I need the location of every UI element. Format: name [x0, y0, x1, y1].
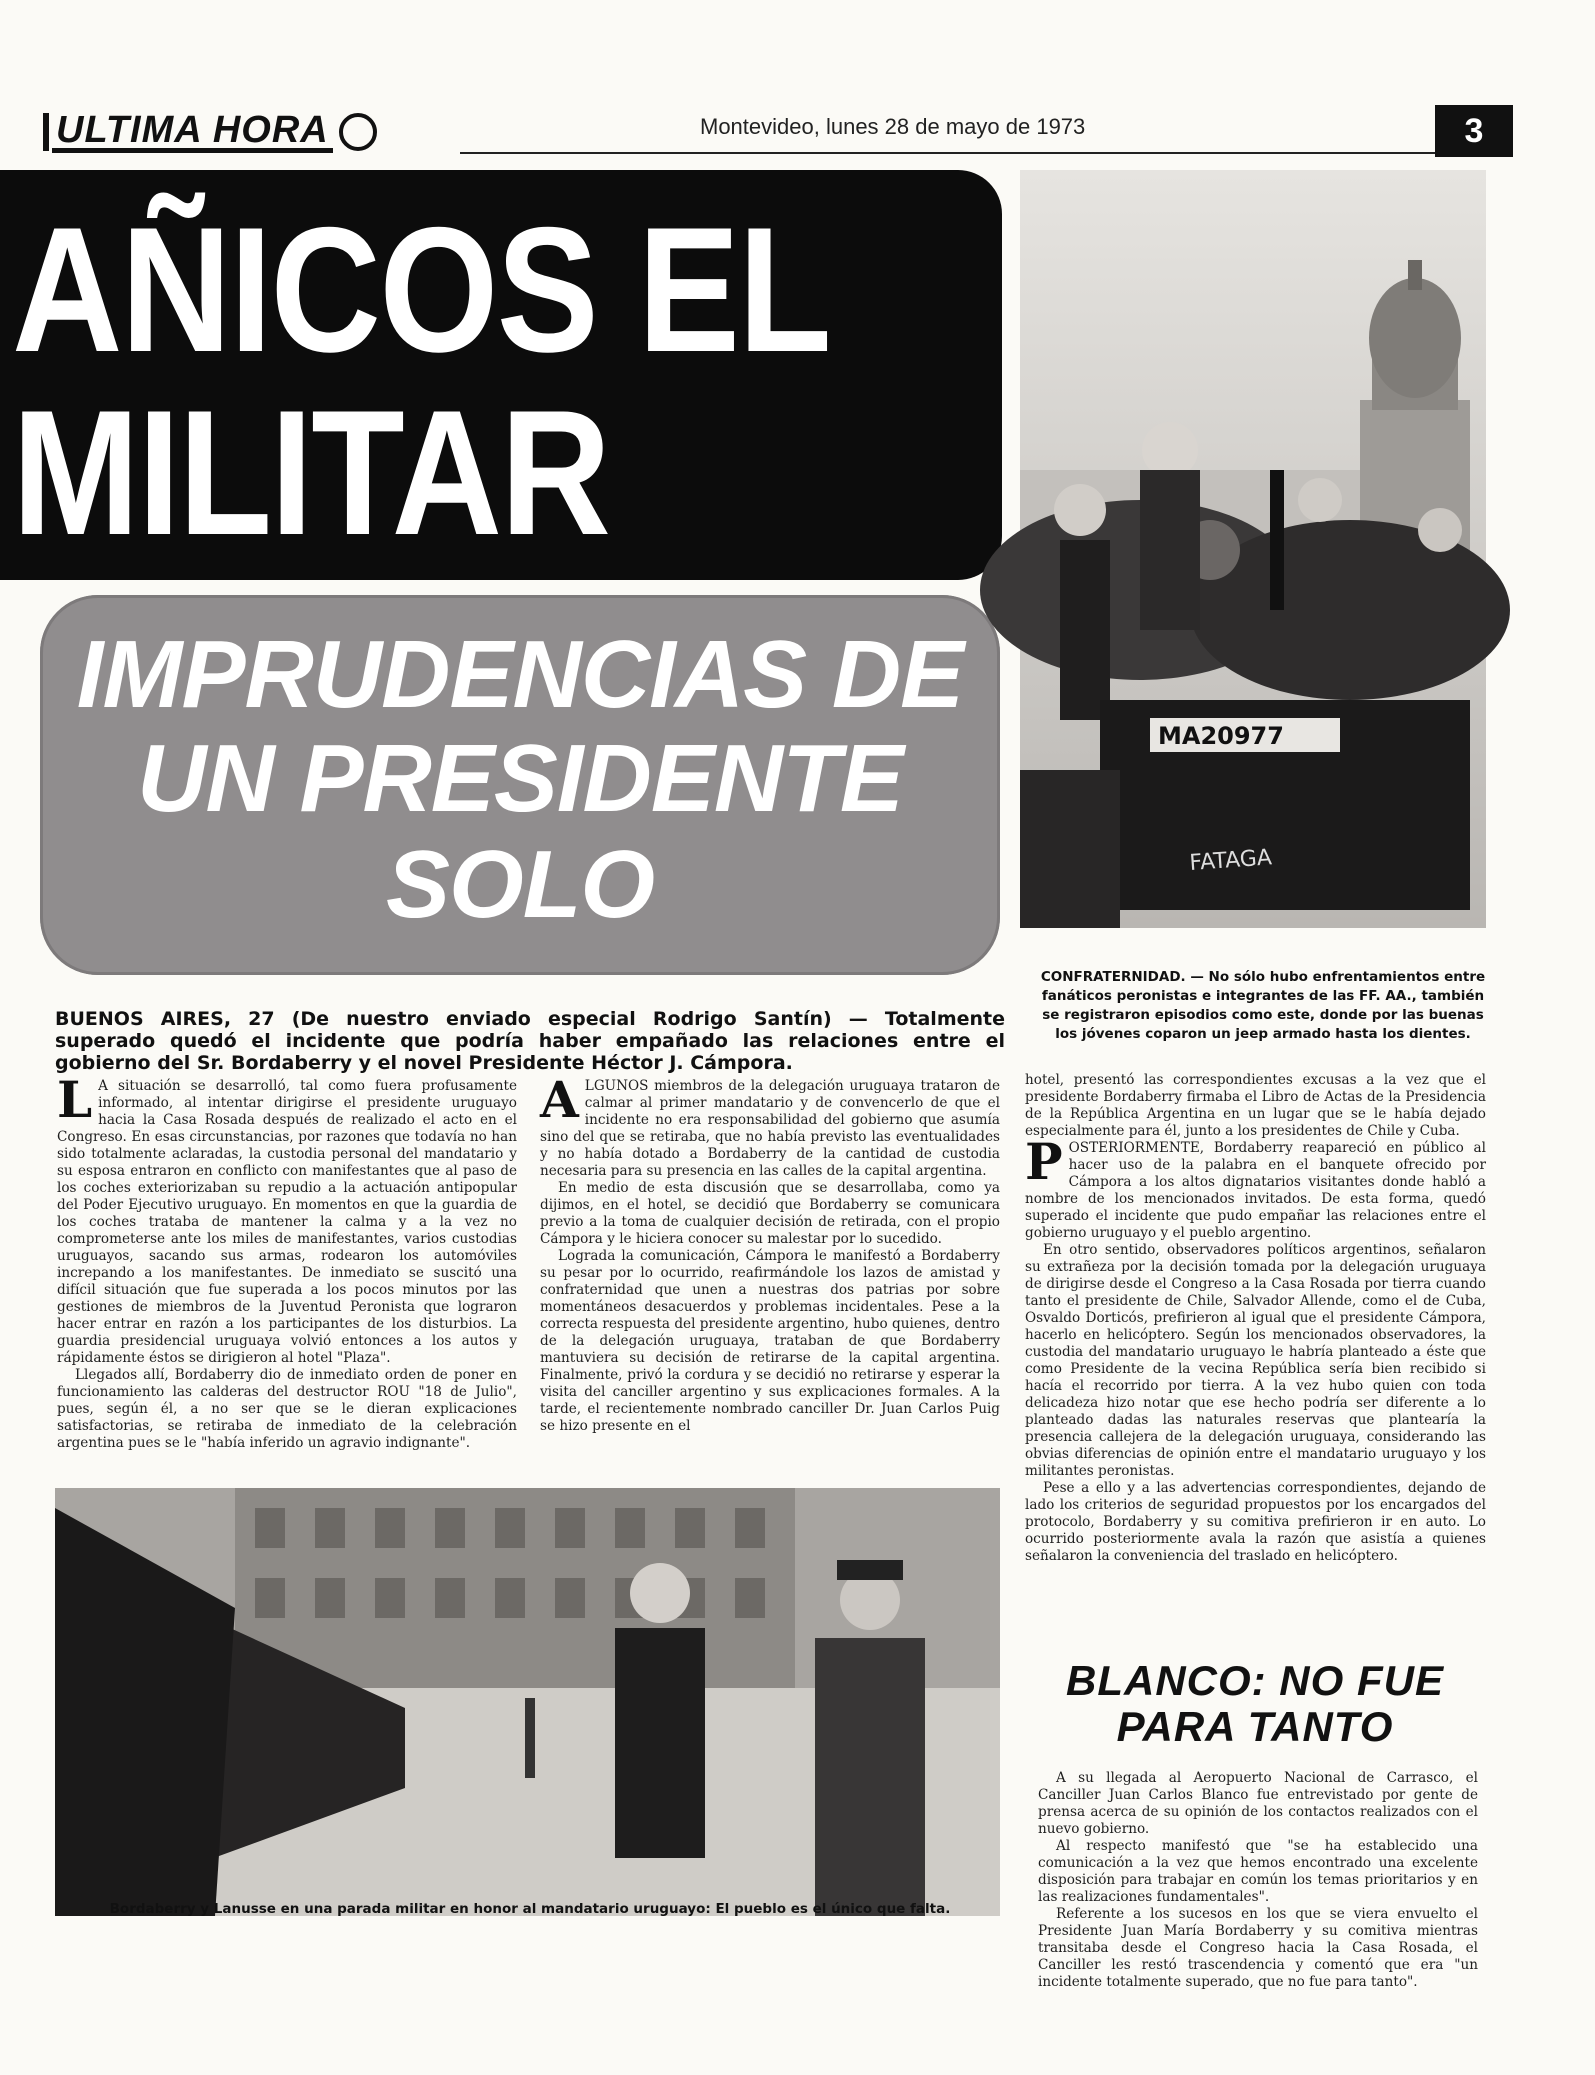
headline-line-2: MILITAR	[12, 373, 610, 572]
lead-paragraph: BUENOS AIRES, 27 (De nuestro enviado especial Rodrigo Santín) — Totalmente superado quedó el incidente que podría haber empañado las relaciones entre el gobierno del Sr. Bordaberry y el novel Presidente Héctor J. Cámpora.	[55, 1008, 1005, 1074]
subheadline-line-3: SOLO	[385, 831, 654, 938]
sidebar-headline-line-1: BLANCO: NO FUE	[1066, 1657, 1444, 1704]
article-column-1	[57, 1070, 517, 1486]
masthead-rule	[460, 152, 1460, 154]
photo-military-parade-caption: Bordaberry y Lanusse en una parada militar en honor al mandatario uruguayo: El pueblo es el único que falta.	[109, 1901, 951, 1917]
article-paragraph: En otro sentido, observadores políticos argentinos, señalaron su extrañeza por la decisión tomada por la delegación uruguaya de dirigirse desde el Congreso a la Casa Rosada por tierra cuando tanto el presidente de Chile, Salvador Allende, como el de Cuba, Osvaldo Dorticós, prefirieron al igual que el presidente Cámpora, hacerlo en helicóptero. Según los mencionados observadores, la custodia del mandatario uruguayo le habría planteado a éste que como Presidente de la vecina República sería bien recibido si hacía el recorrido por tierra. A la vez hubo quien con toda delicadeza hizo notar que ese hecho podría ser diferente a lo planteado dadas las naturales reservas que plantearía la presencia callejera de la delegación uruguaya, considerando las obvias diferencias de opinión entre el mandatario uruguayo y los militantes peronistas.	[1025, 1242, 1486, 1479]
article-paragraph: OSTERIORMENTE, Bordaberry reapareció en público al hacer uso de la palabra en el banquete ofrecido por Cámpora a los altos dignatarios visitantes donde habló a nombre de los mencionados invitados. De esta forma, quedó superado el incidente que pudo empañar las relaciones entre el gobierno uruguayo y el pueblo argentino.	[1025, 1140, 1486, 1241]
sidebar-headline	[1040, 1658, 1470, 1750]
newspaper-logo: ULTIMA HORA	[40, 108, 377, 156]
jeep-plate-text: MA20977	[1158, 722, 1284, 750]
article-column-3	[1025, 1072, 1486, 1644]
logo-seal-icon	[339, 113, 377, 151]
article-paragraph: LGUNOS miembros de la delegación uruguaya trataron de calmar al primer mandatario y de convencerlo de que el incidente no era responsabilidad del gobierno que asumía sino del que se retiraba, que no había previsto las eventualidades y no había dotado a Bordaberry de la cantidad de custodia necesaria para su presencia en las calles de la capital argentina.	[540, 1078, 1000, 1179]
subheadline-box	[40, 595, 1000, 975]
sidebar-headline-line-2: PARA TANTO	[1116, 1703, 1394, 1750]
photo-military-parade	[55, 1488, 1000, 1916]
article-paragraph: Llegados allí, Bordaberry dio de inmediato orden de poner en funcionamiento las calderas del destructor ROU "18 de Julio", pues, según él, a no ser que se le dieran explicaciones satisfactorias, se retiraba de inmediato de la celebración argentina pues se le "había inferido un agravio indignante".	[57, 1367, 517, 1451]
dropcap: A	[540, 1070, 579, 1129]
dropcap: P	[1025, 1132, 1063, 1191]
photo-crowd-jeep-caption: CONFRATERNIDAD. — No sólo hubo enfrentamientos entre fanáticos peronistas e integrantes de las FF. AA., también se registraron episodios como este, donde por las buenas los jóvenes coparon un jeep armado hasta los dientes.	[1040, 969, 1486, 1042]
article-column-2	[540, 1070, 1000, 1486]
subheadline-line-2: UN PRESIDENTE	[137, 725, 903, 832]
photo-military-parade-image	[55, 1488, 1000, 1916]
photo-crowd-jeep-image	[1020, 170, 1486, 928]
jeep-graffiti-text: FATAGA	[1188, 845, 1273, 876]
article-paragraph: Al respecto manifestó que "se ha establecido una comunicación a la vez que hemos encontrado una excelente disposición para trabajar en común los temas prioritarios y en las realizaciones fundamentales".	[1038, 1838, 1478, 1905]
sidebar-article	[1038, 1770, 1478, 1990]
subheadline-line-1: IMPRUDENCIAS DE	[76, 621, 964, 728]
masthead	[40, 108, 1520, 158]
article-paragraph: hotel, presentó las correspondientes excusas a la vez que el presidente Bordaberry firmaba el Libro de Actas de la Presidencia de la República Argentina en un lugar que se le había dejado especialmente para él, junto a los presidentes de Chile y Cuba.	[1025, 1072, 1486, 1139]
article-paragraph: Referente a los sucesos en los que se viera envuelto el Presidente Juan María Bordaberry y su comitiva mientras transitaba desde el Congreso hacia la Casa Rosada, el Canciller les restó trascendencia y comentó que era "un incidente totalmente superado, que no fue para tanto".	[1038, 1906, 1478, 1990]
article-paragraph: Lograda la comunicación, Cámpora le manifestó a Bordaberry su pesar por lo ocurrido, reafirmándole los lazos de amistad y confraternidad que unen a nuestras dos patrias por sobre momentáneos desacuerdos y problemas incidentales. Pese a la correcta respuesta del presidente argentino, hubo quienes, dentro de la delegación uruguaya, trataban de que Bordaberry mantuviera su decisión de retirarse de la capital argentina. Finalmente, privó la cordura y se decidió no retirarse y esperar la visita del canciller argentino y sus explicaciones formales. A la tarde, el recientemente nombrado canciller Dr. Juan Carlos Puig se hizo presente en el	[540, 1248, 1000, 1434]
headline-line-1: AÑICOS EL	[12, 190, 831, 389]
article-paragraph: A su llegada al Aeropuerto Nacional de Carrasco, el Canciller Juan Carlos Blanco fue entrevistado por gente de prensa acerca de su opinión de los contactos realizados con el nuevo gobierno.	[1038, 1770, 1478, 1837]
dateline: Montevideo, lunes 28 de mayo de 1973	[700, 114, 1086, 139]
article-paragraph: A situación se desarrolló, tal como fuera profusamente informado, al intentar dirigirse el presidente uruguayo hacia la Casa Rosada después de realizado el acto en el Congreso. En esas circunstancias, por razones que todavía no han sido totalmente aclaradas, la custodia personal del mandatario y su esposa entraron en conflicto con manifestantes que al paso de los coches exteriorizaban su repudio a la actuación antipopular del Poder Ejecutivo uruguayo. En momentos en que la guardia de los coches trataba de mantener la calma y a la vez no comprometerse ante los miles de manifestantes, varios custodias uruguayos, sacando sus armas, rodearon los automóviles increpando a los manifestantes. De inmediato se suscitó una difícil situación que fue superada a los pocos minutos por las gestiones de miembros de la Juventud Peronista que lograron hacer entrar en razón a los participantes de los disturbios. La guardia presidencial uruguaya volvió entonces a los autos y rápidamente éstos se dirigieron al hotel "Plaza".	[57, 1078, 517, 1366]
dropcap: L	[57, 1070, 93, 1129]
page-number: 3	[1435, 105, 1513, 157]
article-paragraph: En medio de esta discusión que se desarrollaba, como ya dijimos, en el hotel, se decidió que Bordaberry se comunicara previo a la toma de cualquier decisión de retirada, con el propio Cámpora y le hiciera conocer su malestar por lo sucedido.	[540, 1180, 1000, 1247]
article-paragraph: Pese a ello y a las advertencias correspondientes, dejando de lado los criterios de seguridad propuestos por los encargados del protocolo, Bordaberry y su comitiva prefirieron ir en auto. Lo ocurrido posteriormente avala la razón que asistía a quienes señalaron la conveniencia del traslado en helicóptero.	[1025, 1480, 1486, 1564]
photo-crowd-jeep	[1020, 170, 1486, 928]
